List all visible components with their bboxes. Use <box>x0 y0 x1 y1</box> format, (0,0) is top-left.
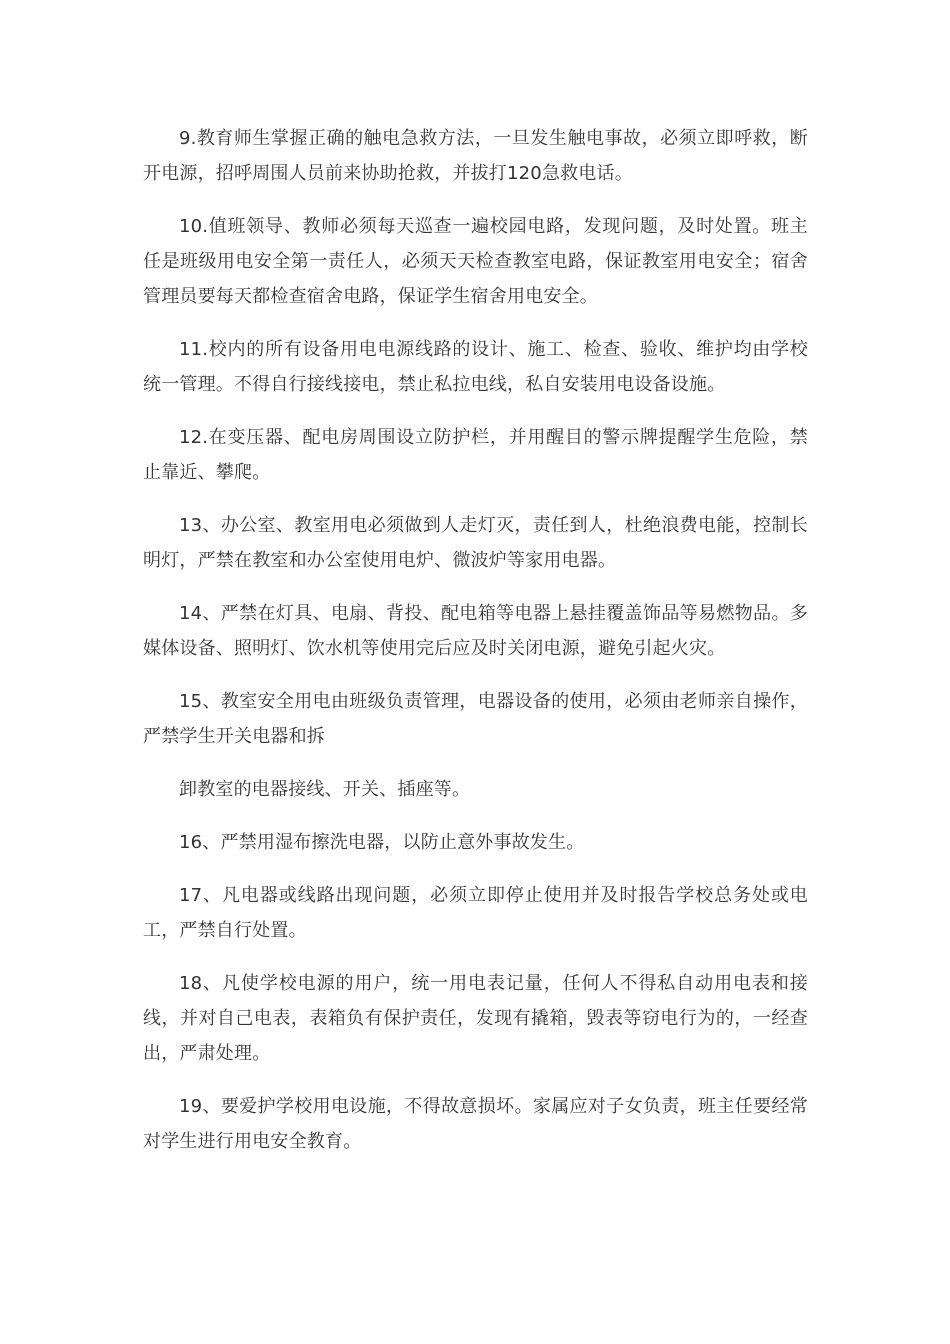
paragraph-17: 17、凡电器或线路出现问题，必须立即停止使用并及时报告学校总务处或电工，严禁自行处置。 <box>143 885 808 941</box>
paragraph-13: 13、办公室、教室用电必须做到人走灯灭，责任到人，杜绝浪费电能，控制长明灯，严禁在教室和办公室使用电炉、微波炉等家用电器。 <box>143 515 808 571</box>
paragraph-15: 15、教室安全用电由班级负责管理，电器设备的使用，必须由老师亲自操作，严禁学生开关电器和拆 <box>143 691 808 747</box>
document-body <box>143 121 808 1177</box>
paragraph-16: 16、严禁用湿布擦洗电器，以防止意外事故发生。 <box>179 832 585 853</box>
paragraph-9: 9.教育师生掌握正确的触电急救方法，一旦发生触电事故，必须立即呼救，断开电源，招呼周围人员前来协助抢救，并拔打120急救电话。 <box>143 128 808 184</box>
paragraph-14: 14、严禁在灯具、电扇、背投、配电箱等电器上悬挂覆盖饰品等易燃物品。多媒体设备、照明灯、饮水机等使用完后应及时关闭电源，避免引起火灾。 <box>143 603 808 659</box>
paragraph-12: 12.在变压器、配电房周围设立防护栏，并用醒目的警示牌提醒学生危险，禁止靠近、攀爬。 <box>143 427 808 483</box>
paragraph-15-continued: 卸教室的电器接线、开关、插座等。 <box>179 779 471 800</box>
paragraph-11: 11.校内的所有设备用电电源线路的设计、施工、检查、验收、维护均由学校统一管理。不得自行接线接电，禁止私拉电线，私自安装用电设备设施。 <box>143 339 808 395</box>
paragraph-18: 18、凡使学校电源的用户，统一用电表记量，任何人不得私自动用电表和接线，并对自己电表，表箱负有保护责任，发现有撬箱，毁表等窃电行为的，一经查出，严肃处理。 <box>143 973 808 1064</box>
paragraph-19: 19、要爱护学校用电设施，不得故意损坏。家属应对子女负责，班主任要经常对学生进行用电安全教育。 <box>143 1096 808 1152</box>
paragraph-10: 10.值班领导、教师必须每天巡查一遍校园电路，发现问题，及时处置。班主任是班级用电安全第一责任人，必须天天检查教室电路，保证教室用电安全；宿舍管理员要每天都检查宿舍电路，保证学生宿舍用电安全。 <box>143 216 808 307</box>
